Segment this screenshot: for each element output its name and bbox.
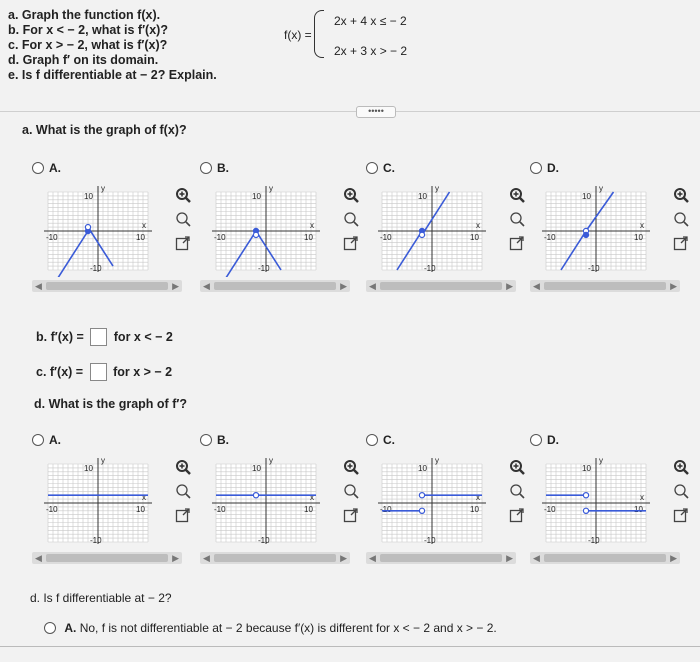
zoom-out-icon[interactable] <box>342 210 360 228</box>
radio-button[interactable] <box>366 162 378 174</box>
y-tick-label: 10 <box>418 464 427 473</box>
x-tick-label: -10 <box>380 233 392 242</box>
question-item-c: c. For x > − 2, what is f′(x)? <box>8 38 168 52</box>
piecewise-function <box>258 6 438 60</box>
scroll-right-icon[interactable]: ▶ <box>340 553 347 563</box>
option-letter: B. <box>217 160 229 175</box>
x-tick-label: 10 <box>634 505 643 514</box>
open-point <box>583 508 588 513</box>
x-tick-label: 10 <box>304 233 313 242</box>
radio-button[interactable] <box>44 622 56 634</box>
y-tick-label: -10 <box>258 264 270 273</box>
x-tick-label: -10 <box>214 505 226 514</box>
x-tick-label: -10 <box>46 233 58 242</box>
radio-button[interactable] <box>32 162 44 174</box>
x-axis-label: x <box>310 221 314 230</box>
scroll-left-icon[interactable]: ◀ <box>203 553 210 563</box>
horizontal-scrollbar[interactable] <box>200 552 350 564</box>
radio-button[interactable] <box>366 434 378 446</box>
x-tick-label: 10 <box>304 505 313 514</box>
x-tick-label: -10 <box>380 505 392 514</box>
scroll-right-icon[interactable]: ▶ <box>172 281 179 291</box>
y-tick-label: 10 <box>84 464 93 473</box>
zoom-in-icon[interactable] <box>672 186 690 204</box>
radio-button[interactable] <box>200 162 212 174</box>
open-point <box>253 232 258 237</box>
option-letter: C. <box>383 160 395 175</box>
y-tick-label: 10 <box>252 192 261 201</box>
open-point <box>419 232 424 237</box>
graph-panel <box>208 182 326 282</box>
part-a-option-b[interactable] <box>200 160 229 175</box>
horizontal-scrollbar[interactable] <box>530 552 680 564</box>
part-d-option-a[interactable] <box>32 432 61 447</box>
x-tick-label: 10 <box>470 505 479 514</box>
y-axis-label: y <box>101 184 105 193</box>
x-tick-label: 10 <box>634 233 643 242</box>
open-point <box>419 508 424 513</box>
scroll-right-icon[interactable]: ▶ <box>670 281 677 291</box>
expand-icon[interactable] <box>342 506 360 524</box>
question-text <box>8 8 217 83</box>
zoom-out-icon[interactable] <box>508 210 526 228</box>
horizontal-scrollbar[interactable] <box>200 280 350 292</box>
expand-icon[interactable] <box>508 234 526 252</box>
part-b-suffix: for x < − 2 <box>113 330 173 344</box>
y-tick-label: 10 <box>582 464 591 473</box>
part-c-prefix: c. f′(x) = <box>36 365 84 379</box>
x-tick-label: 10 <box>136 505 145 514</box>
graph-panel <box>40 454 158 554</box>
part-d-option-b[interactable] <box>200 432 229 447</box>
radio-button[interactable] <box>530 434 542 446</box>
horizontal-scrollbar[interactable] <box>366 552 516 564</box>
graph-tools <box>342 186 362 258</box>
y-tick-label: -10 <box>588 536 600 545</box>
expand-icon[interactable] <box>342 234 360 252</box>
option-letter: D. <box>547 432 559 447</box>
y-tick-label: -10 <box>424 536 436 545</box>
scroll-thumb[interactable] <box>46 554 168 562</box>
graph-tools <box>508 186 528 258</box>
graph-tools <box>174 186 194 258</box>
graph-plot <box>538 182 656 277</box>
y-tick-label: -10 <box>424 264 436 273</box>
part-a-option-c[interactable] <box>366 160 395 175</box>
scroll-right-icon[interactable]: ▶ <box>506 281 513 291</box>
question-item-d: d. Graph f′ on its domain. <box>8 53 159 67</box>
x-axis-label: x <box>310 493 314 502</box>
part-b-prefix: b. f′(x) = <box>36 330 84 344</box>
scroll-left-icon[interactable]: ◀ <box>533 553 540 563</box>
part-d-option-d[interactable] <box>530 432 559 447</box>
part-b-answer <box>36 328 173 346</box>
zoom-out-icon[interactable] <box>672 482 690 500</box>
y-tick-label: -10 <box>90 536 102 545</box>
horizontal-scrollbar[interactable] <box>530 280 680 292</box>
part-d-prompt: d. What is the graph of f′? <box>34 397 187 411</box>
scroll-left-icon[interactable]: ◀ <box>35 553 42 563</box>
radio-button[interactable] <box>200 434 212 446</box>
graph-panel <box>374 182 492 282</box>
graph-tools <box>342 458 362 530</box>
zoom-in-icon[interactable] <box>508 458 526 476</box>
option-text: No, f is not differentiable at − 2 because f′(x) is different for x < − 2 and x > − 2. <box>79 620 497 635</box>
scroll-left-icon[interactable]: ◀ <box>35 281 42 291</box>
scroll-thumb[interactable] <box>380 554 502 562</box>
closed-point <box>583 232 588 237</box>
y-axis-label: y <box>101 456 105 465</box>
zoom-in-icon[interactable] <box>174 186 192 204</box>
part-e-option-a[interactable] <box>44 620 497 635</box>
y-tick-label: 10 <box>252 464 261 473</box>
zoom-out-icon[interactable] <box>508 482 526 500</box>
graph-tools <box>672 186 692 258</box>
zoom-in-icon[interactable] <box>508 186 526 204</box>
scroll-left-icon[interactable]: ◀ <box>369 553 376 563</box>
expand-icon[interactable] <box>174 234 192 252</box>
part-b-input[interactable] <box>90 328 107 346</box>
expand-icon[interactable] <box>508 506 526 524</box>
zoom-in-icon[interactable] <box>342 458 360 476</box>
part-c-input[interactable] <box>90 363 107 381</box>
graph-panel <box>538 182 656 282</box>
graph-panel <box>208 454 326 554</box>
divider <box>0 646 700 647</box>
brace-icon <box>314 10 324 58</box>
scroll-left-icon[interactable]: ◀ <box>369 281 376 291</box>
x-axis-label: x <box>142 493 146 502</box>
scroll-left-icon[interactable]: ◀ <box>203 281 210 291</box>
divider <box>0 111 700 112</box>
x-tick-label: -10 <box>46 505 58 514</box>
part-d-option-c[interactable] <box>366 432 395 447</box>
scroll-thumb[interactable] <box>214 282 336 290</box>
function-case-1: 2x + 4 x ≤ − 2 <box>334 14 407 28</box>
y-axis-label: y <box>599 456 603 465</box>
radio-button[interactable] <box>32 434 44 446</box>
part-a-option-d[interactable] <box>530 160 559 175</box>
part-c-answer <box>36 363 172 381</box>
zoom-in-icon[interactable] <box>672 458 690 476</box>
zoom-out-icon[interactable] <box>342 482 360 500</box>
scroll-thumb[interactable] <box>544 282 666 290</box>
part-a-option-a[interactable] <box>32 160 61 175</box>
option-letter: B. <box>217 432 229 447</box>
more-button[interactable]: ••••• <box>356 106 396 118</box>
radio-button[interactable] <box>530 162 542 174</box>
scroll-right-icon[interactable]: ▶ <box>172 553 179 563</box>
graph-plot <box>208 454 326 549</box>
option-letter: A. <box>49 432 61 447</box>
x-tick-label: 10 <box>136 233 145 242</box>
x-tick-label: -10 <box>214 233 226 242</box>
graph-tools <box>174 458 194 530</box>
y-axis-label: y <box>599 184 603 193</box>
expand-icon[interactable] <box>174 506 192 524</box>
y-tick-label: -10 <box>588 264 600 273</box>
question-item-a: a. Graph the function f(x). <box>8 8 161 22</box>
graph-panel <box>538 454 656 554</box>
option-letter: D. <box>547 160 559 175</box>
graph-panel <box>40 182 158 282</box>
scroll-left-icon[interactable]: ◀ <box>533 281 540 291</box>
graph-plot <box>208 182 326 277</box>
scroll-thumb[interactable] <box>544 554 666 562</box>
question-item-b: b. For x < − 2, what is f′(x)? <box>8 23 168 37</box>
y-tick-label: 10 <box>84 192 93 201</box>
part-a-prompt: a. What is the graph of f(x)? <box>22 123 187 137</box>
option-letter: C. <box>383 432 395 447</box>
y-axis-label: y <box>269 456 273 465</box>
x-axis-label: x <box>476 493 480 502</box>
zoom-in-icon[interactable] <box>174 458 192 476</box>
graph-plot <box>374 182 492 277</box>
y-tick-label: -10 <box>258 536 270 545</box>
expand-icon[interactable] <box>672 506 690 524</box>
y-axis-label: y <box>435 184 439 193</box>
y-axis-label: y <box>269 184 273 193</box>
function-lhs: f(x) = <box>284 28 312 42</box>
graph-plot <box>40 454 158 549</box>
zoom-in-icon[interactable] <box>342 186 360 204</box>
graph-plot <box>374 454 492 549</box>
horizontal-scrollbar[interactable] <box>32 552 182 564</box>
horizontal-scrollbar[interactable] <box>366 280 516 292</box>
x-axis-label: x <box>640 221 644 230</box>
question-item-e: e. Is f differentiable at − 2? Explain. <box>8 68 217 82</box>
zoom-out-icon[interactable] <box>174 210 192 228</box>
x-axis-label: x <box>142 221 146 230</box>
zoom-out-icon[interactable] <box>174 482 192 500</box>
function-case-2: 2x + 3 x > − 2 <box>334 44 408 58</box>
scroll-right-icon[interactable]: ▶ <box>670 553 677 563</box>
scroll-thumb[interactable] <box>214 554 336 562</box>
graph-plot <box>40 182 158 277</box>
zoom-out-icon[interactable] <box>672 210 690 228</box>
x-axis-label: x <box>476 221 480 230</box>
x-axis-label: x <box>640 493 644 502</box>
scroll-right-icon[interactable]: ▶ <box>340 281 347 291</box>
open-point <box>583 493 588 498</box>
part-e-prompt: d. Is f differentiable at − 2? <box>30 591 172 605</box>
x-tick-label: -10 <box>544 505 556 514</box>
y-tick-label: -10 <box>90 264 102 273</box>
horizontal-scrollbar[interactable] <box>32 280 182 292</box>
graph-tools <box>508 458 528 530</box>
x-tick-label: -10 <box>544 233 556 242</box>
y-axis-label: y <box>435 456 439 465</box>
open-point <box>419 493 424 498</box>
scroll-thumb[interactable] <box>380 282 502 290</box>
scroll-thumb[interactable] <box>46 282 168 290</box>
y-tick-label: 10 <box>582 192 591 201</box>
y-tick-label: 10 <box>418 192 427 201</box>
graph-panel <box>374 454 492 554</box>
option-letter: A. <box>49 160 61 175</box>
part-c-suffix: for x > − 2 <box>113 365 173 379</box>
option-letter: A. <box>64 620 77 635</box>
scroll-right-icon[interactable]: ▶ <box>506 553 513 563</box>
expand-icon[interactable] <box>672 234 690 252</box>
graph-plot <box>538 454 656 549</box>
x-tick-label: 10 <box>470 233 479 242</box>
open-point <box>253 493 258 498</box>
open-point <box>85 225 90 230</box>
graph-tools <box>672 458 692 530</box>
